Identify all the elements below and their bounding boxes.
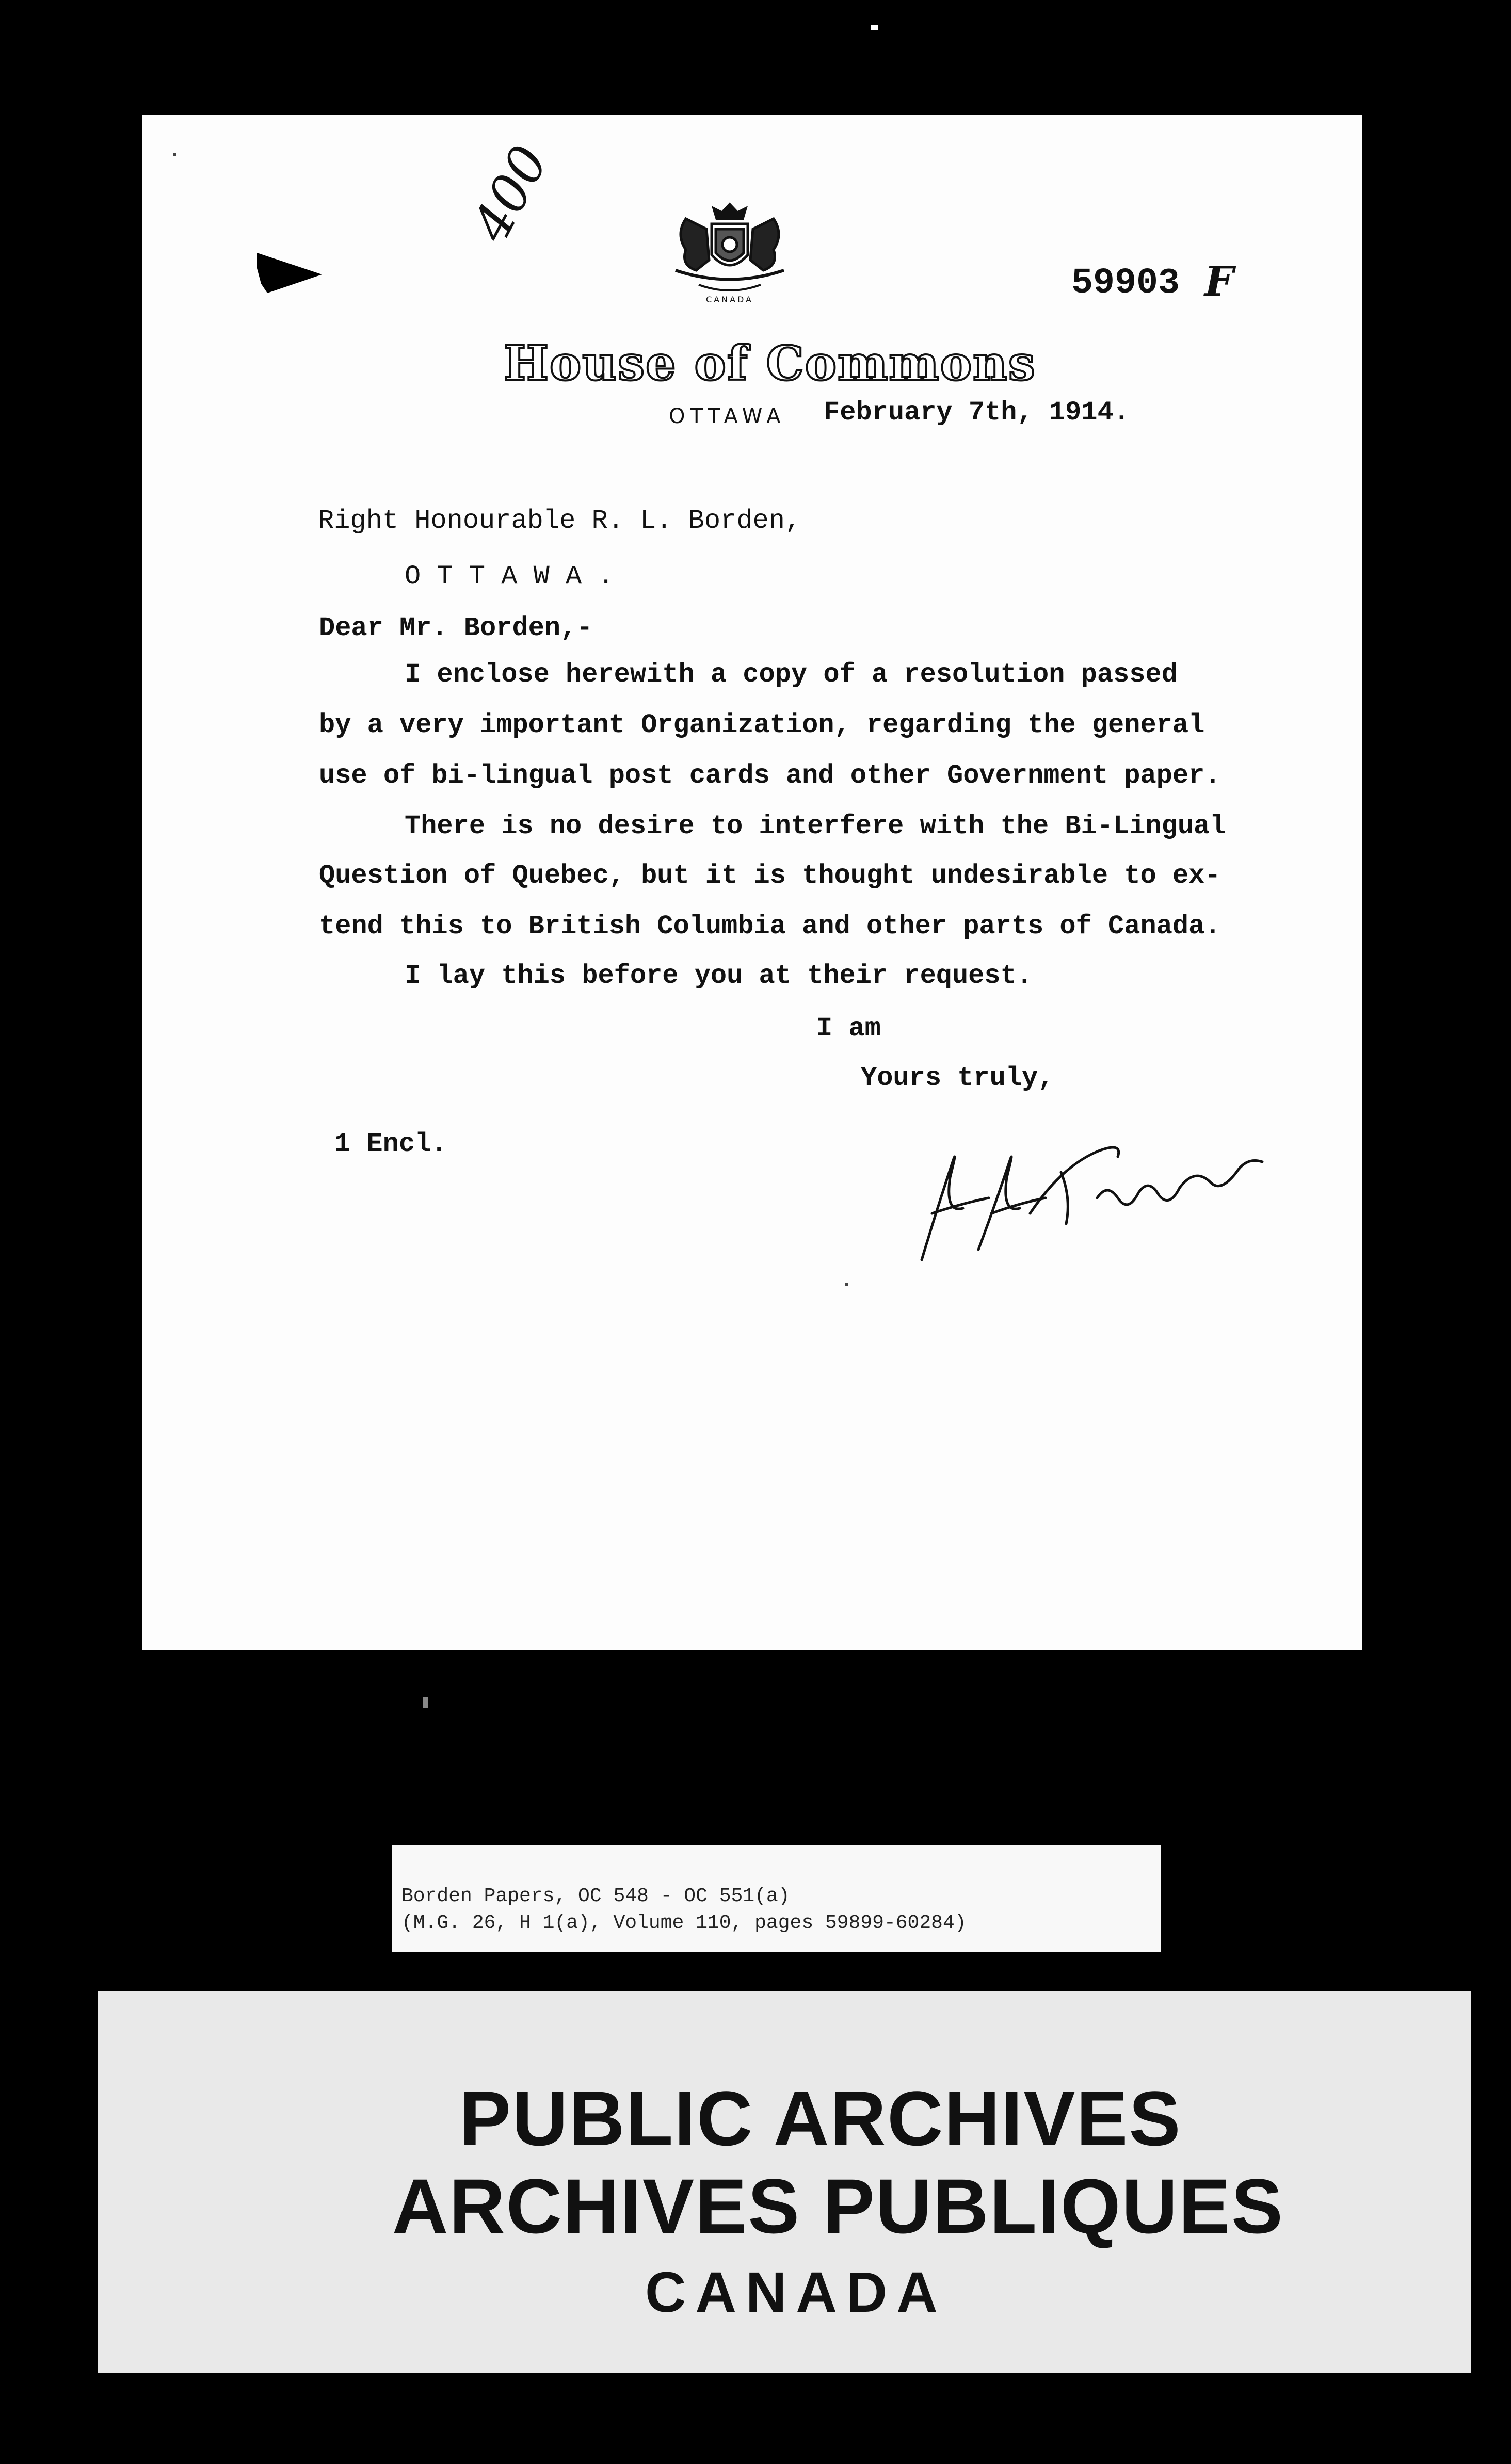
body-line: Question of Quebec, but it is thought undesirable to ex-	[319, 861, 1221, 891]
speck	[173, 153, 176, 156]
closing-yours-truly: Yours truly,	[861, 1063, 1054, 1093]
recipient-name: Right Honourable R. L. Borden,	[318, 506, 801, 536]
closing-i-am: I am	[816, 1013, 881, 1044]
archive-label-line2: (M.G. 26, H 1(a), Volume 110, pages 59899-60284)	[401, 1912, 967, 1934]
archive-label-line1: Borden Papers, OC 548 - OC 551(a)	[401, 1885, 790, 1907]
speck	[845, 1283, 848, 1286]
signature	[901, 1095, 1273, 1280]
coat-of-arms-icon	[655, 198, 805, 306]
salutation: Dear Mr. Borden,-	[319, 613, 593, 643]
body-line: use of bi-lingual post cards and other Government paper.	[319, 760, 1221, 791]
file-number: 59903	[1071, 263, 1180, 304]
archive-reference-label	[392, 1845, 1161, 1952]
stamp-line1: PUBLIC ARCHIVES	[459, 2075, 1182, 2162]
letter-date: February 7th, 1914.	[824, 397, 1130, 428]
body-line: I enclose herewith a copy of a resolution passed	[405, 659, 1178, 690]
file-suffix: F	[1204, 257, 1234, 305]
handwritten-number: 400	[460, 136, 560, 251]
stamp-line2: ARCHIVES PUBLIQUES	[392, 2163, 1284, 2249]
letterhead-title: House of Commons	[504, 335, 1036, 391]
crest-label: CANADA	[705, 295, 754, 304]
archives-stamp	[98, 1991, 1471, 2373]
body-line: There is no desire to interfere with the Bi-Lingual	[405, 811, 1226, 841]
body-line: by a very important Organization, regarding the general	[319, 710, 1205, 740]
enclosure-note: 1 Encl.	[334, 1129, 447, 1159]
arrow-mark-icon	[257, 253, 324, 294]
letterhead-place: OTTAWA	[669, 404, 786, 428]
top-speck	[871, 25, 878, 30]
letter-page	[142, 115, 1362, 1650]
recipient-city: O T T A W A .	[405, 561, 614, 592]
stamp-line3: CANADA	[645, 2261, 947, 2324]
speck	[423, 1697, 428, 1708]
body-line: tend this to British Columbia and other parts of Canada.	[319, 911, 1221, 942]
body-line: I lay this before you at their request.	[405, 961, 1033, 991]
